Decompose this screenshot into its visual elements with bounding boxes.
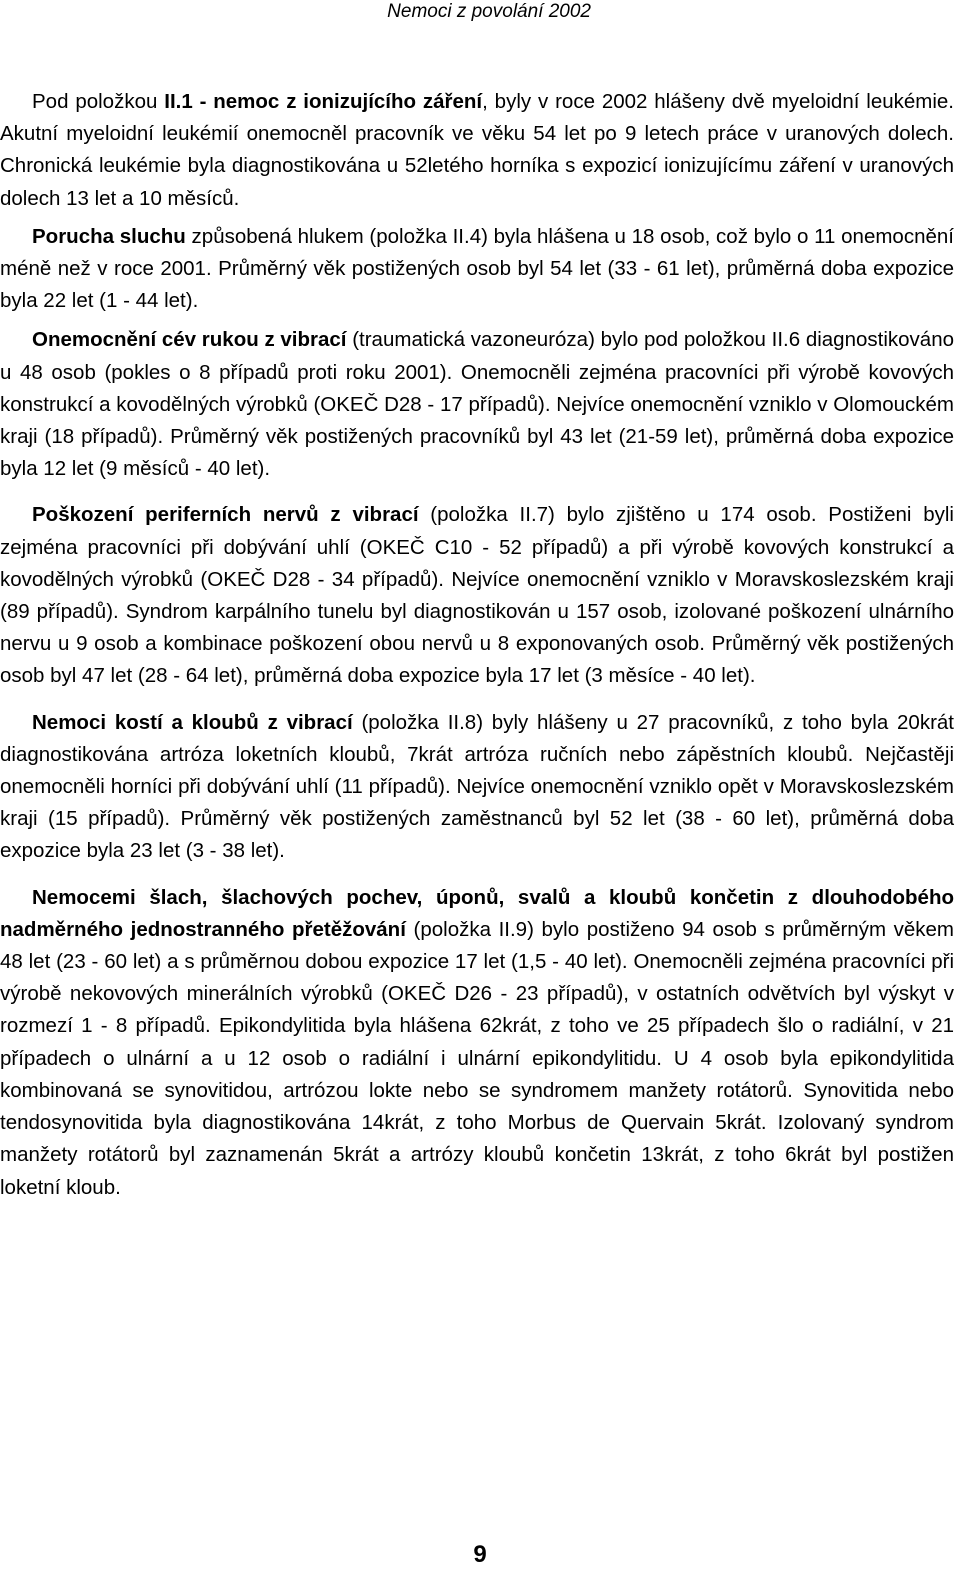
bold-term: Nemocemi šlach, šlachových pochev, úponů, svalů a kloubů končetin z dlouhodobého nadměrného jednostranného přetěžování [0,885,954,941]
paragraph-tendons-overload [0,882,954,1204]
running-header-title: Nemoci z povolání 2002 [387,1,591,22]
paragraph-hearing-loss [0,221,954,318]
document-body [0,86,954,1204]
page-number: 9 [473,1541,487,1568]
text-run: (položka II.8) byly hlášeny u 27 pracovníků, z toho byla 20krát diagnostikována artróza loketních kloubů, 7krát artróza ručních nebo zápěstních kloubů. Nejčastěji onemocněli horníci při dobývání uhlí (11 případů). Nejvíce onemocnění vzniklo opět v Moravskoslezském kraji (15 případů). Průměrný věk postižených zaměstnanců byl 52 let (38 - 60 let), průměrná doba expozice byla 23 let (3 - 38 let). [0,710,954,863]
text-run: způsobená hlukem (položka II.4) byla hlášena u 18 osob, což bylo o 11 onemocnění méně než v roce 2001. Průměrný věk postižených osob byl 54 let (33 - 61 let), průměrná doba expozice byla 22 let (1 - 44 let). [0,224,954,313]
bold-term: Nemoci kostí a kloubů z vibrací [32,710,353,734]
paragraph-bones-joints [0,707,954,868]
bold-term: Porucha sluchu [32,224,186,248]
text-run: (traumatická vazoneuróza) bylo pod položkou II.6 diagnostikováno u 48 osob (pokles o 8 případů proti roku 2001). Onemocněli zejména pracovníci při výrobě kovových konstrukcí a kovodělných výrobků (OKEČ D28 - 17 případů). Nejvíce onemocnění vzniklo v Olomouckém kraji (18 případů). Průměrný věk postižených pracovníků byl 43 let (21-59 let), průměrná doba expozice byla 12 let (9 měsíců - 40 let). [0,328,954,481]
running-header [0,0,960,28]
text-run: , byly v roce 2002 hlášeny dvě myeloidní leukémie. Akutní myeloidní leukémií onemocněl pracovník ve věku 54 let po 9 letech práce v uranových dolech. Chronická leukémie byla diagnostikována u 52letého horníka s expozicí ionizujícímu záření v uranových dolech 13 let a 10 měsíců. [0,90,955,210]
bold-term: Onemocnění cév rukou z vibrací [32,328,347,352]
bold-term: Poškození periferních nervů z vibrací [32,503,419,527]
text-run: (položka II.7) bylo zjištěno u 174 osob. Postiženi byli zejména pracovníci při dobývání uhlí (OKEČ C10 - 52 případů) a při výrobě kovových konstrukcí a kovodělných výrobků (OKEČ D28 - 34 případů). Nejvíce onemocnění vzniklo v Moravskoslezském kraji (89 případů). Syndrom karpálního tunelu byl diagnostikován u 157 osob, izolované poškození ulnárního nervu u 9 osob a kombinace poškození obou nervů u 8 exponovaných osob. Průměrný věk postižených osob byl 47 let (28 - 64 let), průměrná doba expozice byla 17 let (3 měsíce - 40 let). [0,503,954,688]
text-run: Pod položkou [32,90,165,113]
paragraph-ionizing-radiation [0,86,954,215]
paragraph-vascular-vibration [0,324,954,485]
paragraph-peripheral-nerves [0,499,954,692]
text-run: (položka II.9) bylo postiženo 94 osob s průměrným věkem 48 let (23 - 60 let) a s průměrnou dobou expozice 17 let (1,5 - 40 let). Onemocněli zejména pracovníci při výrobě nekovových minerálních výrobků (OKEČ D26 - 23 případů), v ostatních odvětvích byl výskyt v rozmezí 1 - 8 případů. Epikondylitida byla hlášena 62krát, z toho ve 25 případech šlo o radiální, v 21 případech o ulnární a u 12 osob o radiální i ulnární epikondylitidu. U 4 osob byla epikondylitida kombinovaná se synovitidou, artrózou lokte nebo se syndromem manžety rotátorů. Synovitida nebo tendosynovitida byla diagnostikována 14krát, z toho Morbus de Quervain 5krát. Izolovaný syndrom manžety rotátorů byl zaznamenán 5krát a artrózy kloubů končetin 13krát, z toho 6krát byl postižen loketní kloub. [0,917,955,1199]
bold-term: II.1 - nemoc z ionizujícího záření [164,90,483,113]
